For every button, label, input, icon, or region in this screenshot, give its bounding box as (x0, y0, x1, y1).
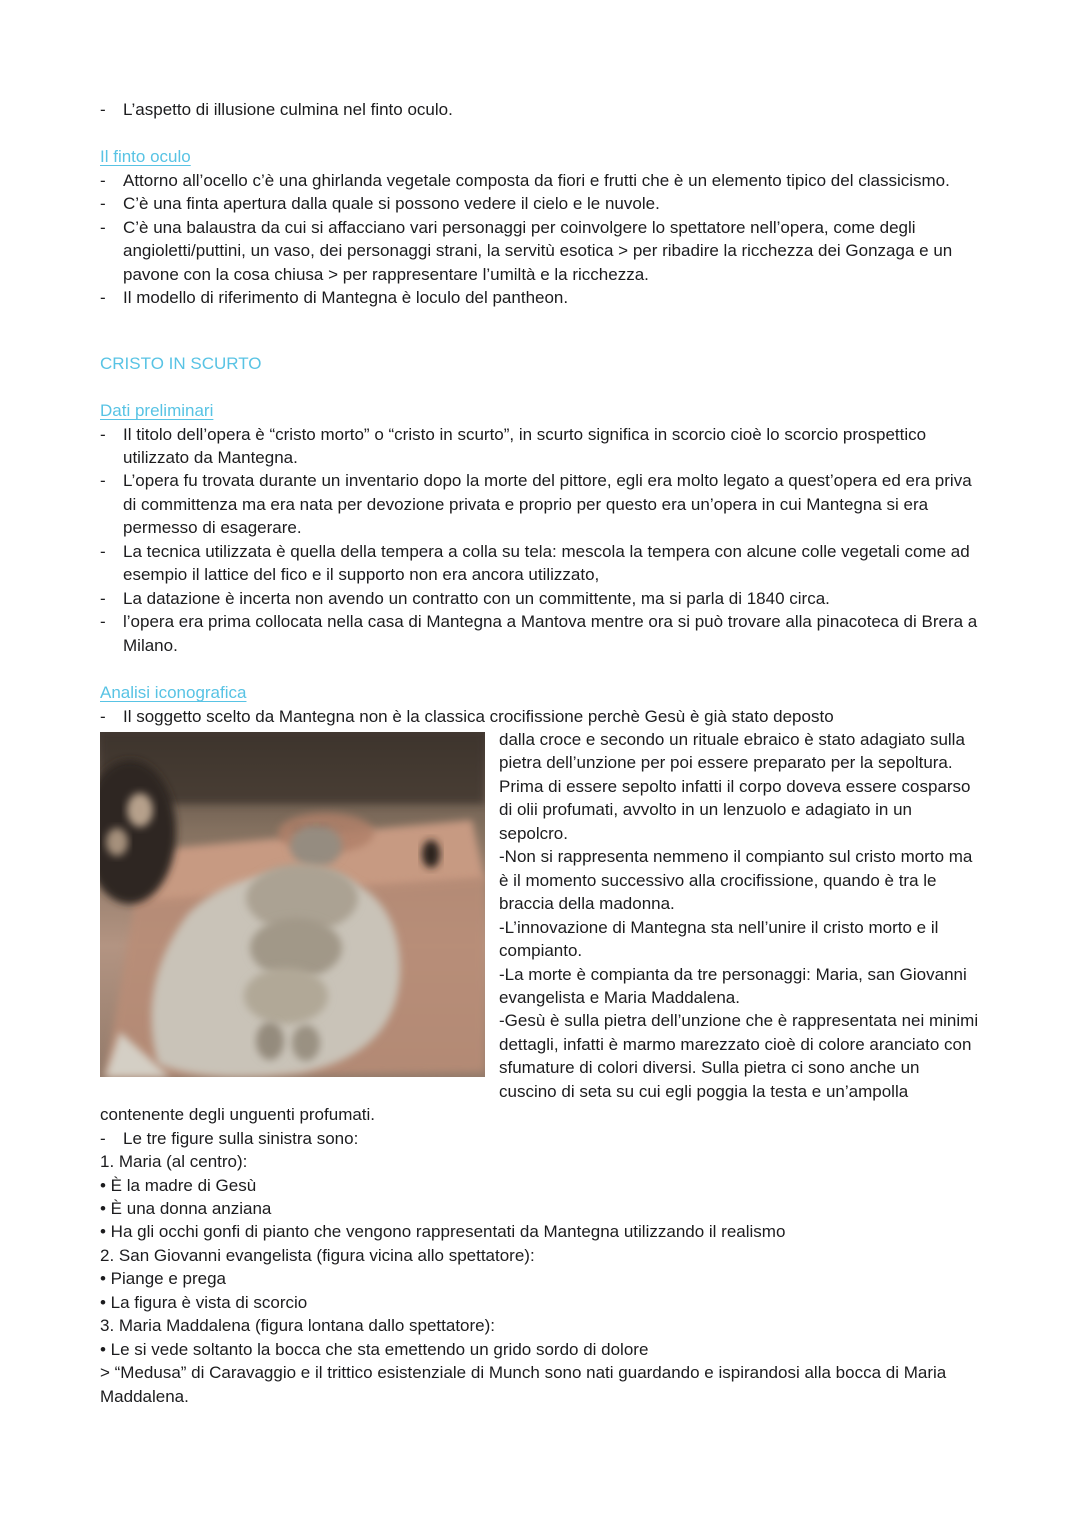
figure-line: • È la madre di Gesù (100, 1175, 257, 1195)
figure-line: > “Medusa” di Caravaggio e il trittico esistenziale di Munch sono nati guardando e ispirandosi alla bocca di Maria Maddalena. (100, 1363, 947, 1406)
figure-line: 2. San Giovanni evangelista (figura vicina allo spettatore): (100, 1245, 535, 1265)
figure-line: 1. Maria (al centro): (100, 1152, 248, 1172)
list-item-text: Il modello di riferimento di Mantegna è loculo del pantheon. (123, 288, 569, 308)
bullet-dash: - (100, 100, 106, 119)
bullet-dash: - (100, 471, 106, 491)
list-item (100, 216, 980, 286)
list-item-text: C’è una finta apertura dalla quale si possono vedere il cielo e le nuvole. (123, 194, 660, 214)
figure-line: • Le si vede soltanto la bocca che sta emettendo un grido sordo di dolore (100, 1339, 649, 1359)
list-item (100, 169, 980, 192)
list-item (100, 192, 980, 215)
bullet-dash: - (100, 170, 106, 190)
bullet-dash: - (100, 612, 106, 632)
list-item-text: l’opera era prima collocata nella casa di Mantegna a Mantova mentre ora si può trovare alla pinacoteca di Brera a Milano. (123, 612, 978, 655)
bullet-dash: - (100, 588, 106, 608)
list-item (100, 540, 980, 587)
list-item (100, 610, 980, 657)
analisi-flow (100, 728, 980, 1408)
list-item-text: Attorno all’ocello c’è una ghirlanda vegetale composta da fiori e frutti che è un elemento tipico del classicismo. (123, 170, 950, 190)
analisi-note: -La morte è compianta da tre personaggi: Maria, san Giovanni evangelista e Maria Maddalena. (499, 964, 967, 1007)
list-item (100, 469, 980, 539)
list-item-text: La datazione è incerta non avendo un contratto con un committente, ma si parla di 1840 circa. (123, 588, 830, 608)
section-title-dati-preliminari: Dati preliminari (100, 401, 214, 421)
list-item-text: L’opera fu trovata durante un inventario dopo la morte del pittore, egli era molto legato a quest’opera ed era priva di committenza ma era nata per devozione privata e proprio per questo era un’opera in cui Mantegna si era permesso di esagerare. (123, 471, 972, 538)
list-item-text: La tecnica utilizzata è quella della tempera a colla su tela: mescola la tempera con alcune colle vegetali come ad esempio il lattice del fico e il supporto non era ancora utilizzato, (123, 541, 970, 585)
figures-intro-bullet (100, 1127, 980, 1150)
section-dati-preliminari (100, 399, 980, 657)
analisi-lead-bullet (100, 705, 980, 728)
figures-intro-text: Le tre figure sulla sinistra sono: (123, 1128, 359, 1148)
bullet-dash: - (100, 217, 106, 237)
figure-line: • Ha gli occhi gonfi di pianto che vengono rappresentati da Mantegna utilizzando il realismo (100, 1222, 786, 1242)
intro-bullet-text: L’aspetto di illusione culmina nel finto oculo. (123, 100, 453, 119)
intro-bullet (100, 98, 980, 121)
figure-line: • È una donna anziana (100, 1199, 272, 1219)
list-item (100, 286, 980, 309)
analisi-note: -Non si rappresenta nemmeno il compianto sul cristo morto ma è il momento successivo alla crocifissione, quando è tra le braccia della madonna. (499, 847, 973, 914)
analisi-note: -L’innovazione di Mantegna sta nell’unire il cristo morto e il compianto. (499, 917, 939, 961)
bullet-dash: - (100, 541, 106, 561)
bullet-dash: - (100, 706, 106, 726)
list-item (100, 587, 980, 610)
analisi-lead-line: Il soggetto scelto da Mantegna non è la classica crocifissione perchè Gesù è già stato deposto (123, 706, 834, 726)
figure-line: • Piange e prega (100, 1269, 226, 1289)
section-title-finto-oculo: Il finto oculo (100, 147, 191, 167)
cristo-morto-painting-image (100, 732, 485, 1077)
figure-line: 3. Maria Maddalena (figura lontana dallo spettatore): (100, 1316, 496, 1336)
list-item (100, 423, 980, 470)
list-item-text: Il titolo dell’opera è “cristo morto” o “cristo in scurto”, in scurto significa in scorcio cioè lo scorcio prospettico utilizzato da Mantegna. (123, 424, 927, 467)
analisi-lead-rest: dalla croce e secondo un rituale ebraico è stato adagiato sulla pietra dell’unzione per poi essere preparato per la sepoltura. Prima di essere sepolto infatti il corpo doveva essere cosparso di olii profumati, avvolto in un lenzuolo e adagiato in un sepolcro. (499, 729, 971, 843)
figure-line: • La figura è vista di scorcio (100, 1292, 308, 1312)
analisi-note: -Gesù è sulla pietra dell’unzione che è rappresentata nei minimi dettagli, infatti è marmo marezzato cioè di colore aranciato con sfumature di colori diversi. Sulla pietra ci sono anche un cuscino di seta su cui egli poggia la testa e un’ampolla contenente degli unguenti profumati. (100, 1011, 979, 1125)
section-title-analisi-iconografica: Analisi iconografica (100, 683, 247, 703)
list-item-text: C’è una balaustra da cui si affacciano vari personaggi per coinvolgere lo spettatore nell’opera, come degli angioletti/puttini, un vaso, dei personaggi strani, la servitù esotica > per ribadire la ricchezza dei Gonzaga e un pavone con la cosa chiusa > per rappresentare l’umiltà e la ricchezza. (123, 217, 953, 284)
section-finto-oculo (100, 145, 980, 309)
bullet-dash: - (100, 194, 106, 214)
bullet-dash: - (100, 1128, 106, 1148)
bullet-dash: - (100, 288, 106, 308)
main-title: CRISTO IN SCURTO (100, 353, 262, 373)
section-analisi-iconografica (100, 681, 980, 1408)
bullet-dash: - (100, 424, 106, 444)
